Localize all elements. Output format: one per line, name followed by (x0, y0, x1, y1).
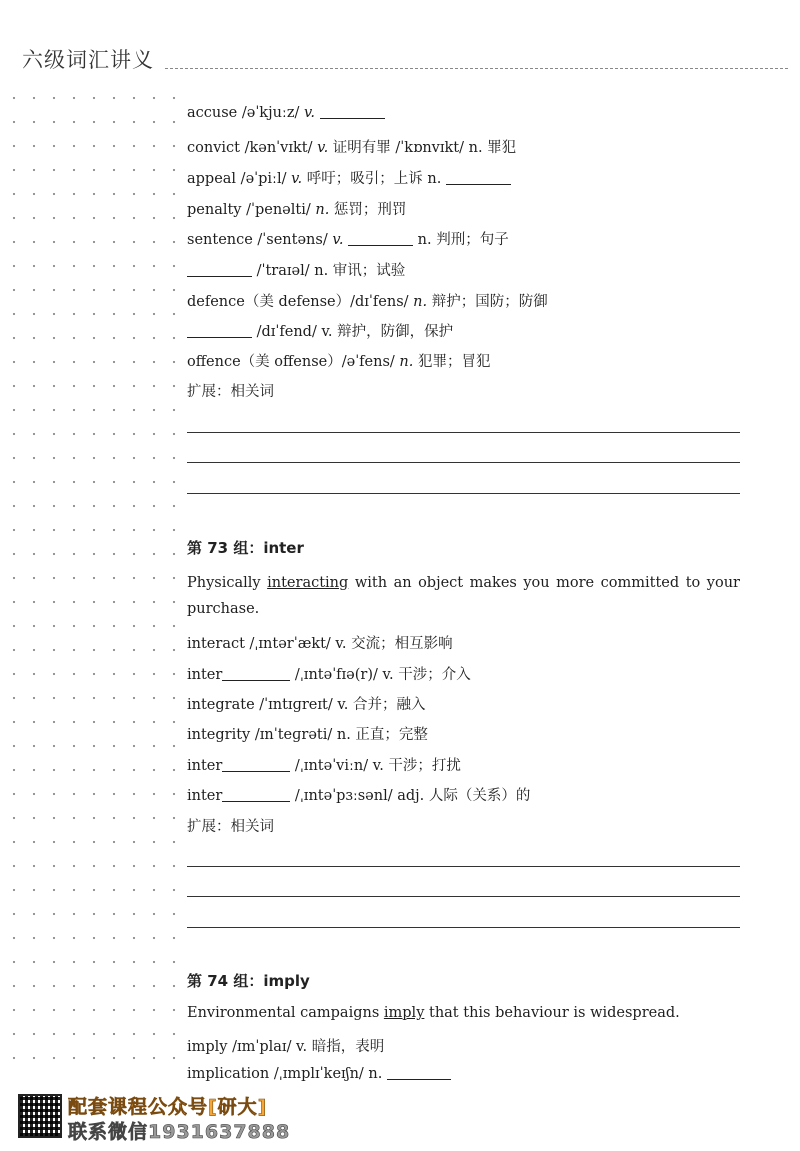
write-line (187, 896, 740, 897)
section-title: 第 74 组：imply (187, 972, 310, 990)
entry-interfere: inter /ˌɪntəˈfɪə(r)/ v. 干涉；介入 (187, 667, 471, 683)
fill-blank (320, 118, 385, 119)
entry-trial: /ˈtraɪəl/ n. 审讯；试验 (187, 259, 405, 280)
section-title: 第 73 组：inter (187, 539, 304, 557)
entry-imply: imply /ɪmˈplaɪ/ v. 暗指，表明 (187, 1039, 385, 1055)
dot-grid-margin (0, 80, 178, 1080)
qr-code-icon (18, 1094, 62, 1138)
write-line (187, 432, 740, 433)
extend-label: 扩展：相关词 (187, 384, 274, 400)
write-line (187, 493, 740, 494)
fill-blank (348, 245, 413, 246)
fill-blank (187, 276, 252, 277)
entry-defence: defence（美 defense）/dɪˈfens/ n. 辩护；国防；防御 (187, 294, 548, 310)
entry-integrity: integrity /ɪnˈteɡrəti/ n. 正直；完整 (187, 727, 428, 743)
entry-interact: interact /ˌɪntərˈækt/ v. 交流；相互影响 (187, 636, 453, 652)
fill-blank (187, 337, 252, 338)
fill-blank (222, 680, 290, 681)
entry-implication: implication /ˌɪmplɪˈkeɪʃn/ n. (187, 1066, 451, 1082)
entry-appeal: appeal /əˈpiːl/ v. 呼吁；吸引；上诉 n. (187, 167, 511, 188)
entry-offence: offence（美 offense）/əˈfens/ n. 犯罪；冒犯 (187, 354, 491, 370)
entry-convict: convict /kənˈvɪkt/ v. 证明有罪 /ˈkɒnvɪkt/ n. 罪犯 (187, 140, 517, 156)
entry-penalty: penalty /ˈpenəlti/ n. 惩罚；刑罚 (187, 202, 407, 218)
promo-line-1: 配套课程公众号[研大] (68, 1096, 268, 1118)
entry-intervene: inter /ˌɪntəˈviːn/ v. 干涉；打扰 (187, 758, 461, 774)
entry-interpersonal: inter /ˌɪntəˈpɜːsənl/ adj. 人际（关系）的 (187, 788, 531, 804)
example-sentence: Environmental campaigns imply that this behaviour is widespread. (187, 1005, 680, 1021)
entry-accuse: accuse /əˈkjuːz/ v. (187, 105, 385, 121)
write-line (187, 927, 740, 928)
fill-blank (222, 771, 290, 772)
entry-integrate: integrate /ˈɪntɪɡreɪt/ v. 合并；融入 (187, 697, 426, 713)
entry-defend: /dɪˈfend/ v. 辩护，防御，保护 (187, 320, 453, 341)
promo-line-2: 联系微信1931637888 (68, 1121, 291, 1143)
promo-footer (18, 1088, 318, 1144)
write-line (187, 462, 740, 463)
page-header-title: 六级词汇讲义 (22, 48, 154, 72)
fill-blank (446, 184, 511, 185)
write-line (187, 866, 740, 867)
entry-sentence: sentence /ˈsentəns/ v. n. 判刑；句子 (187, 232, 509, 248)
fill-blank (387, 1079, 451, 1080)
fill-blank (222, 801, 290, 802)
example-sentence: Physically interacting with an object makes you more committed to your purchase. (187, 575, 740, 617)
header-divider (165, 68, 788, 69)
extend-label: 扩展：相关词 (187, 819, 274, 835)
